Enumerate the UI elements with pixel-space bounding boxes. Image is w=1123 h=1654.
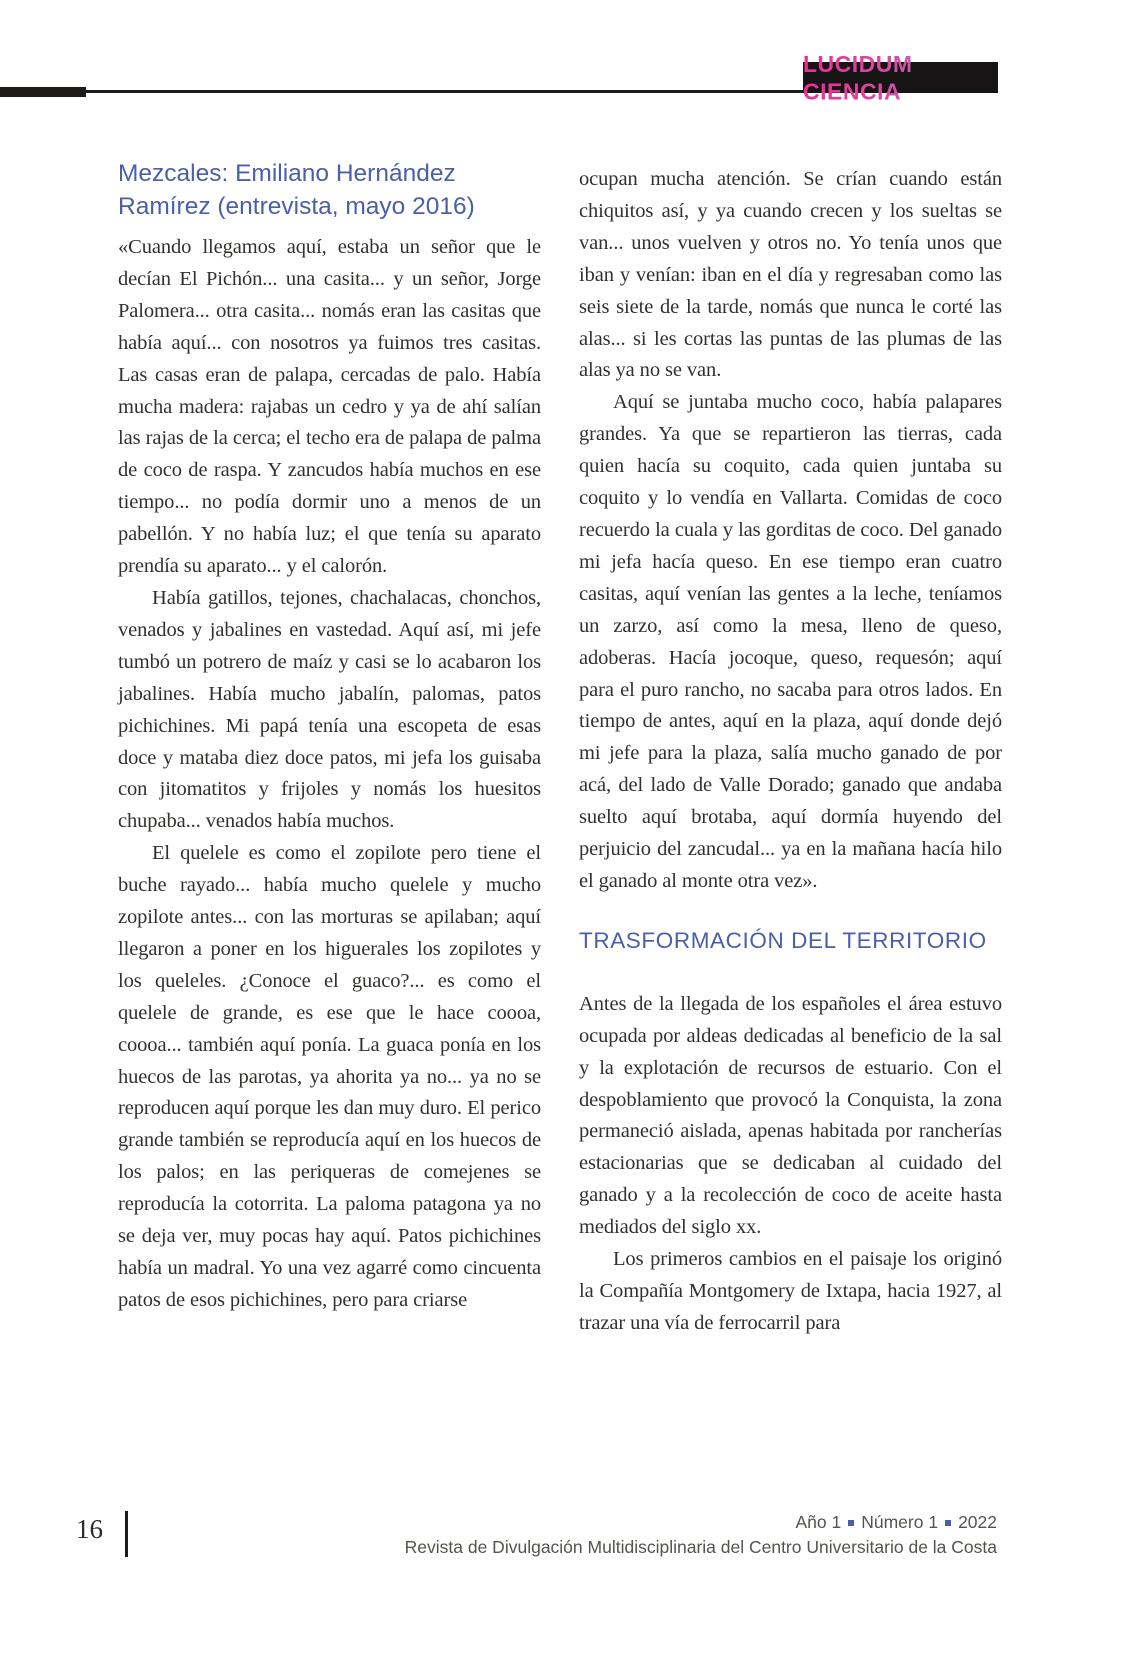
page-number-divider (125, 1511, 128, 1557)
paragraph: Antes de la llegada de los españoles el área estuvo ocupada por aldeas dedicadas al beneficio de la sal y la explotación de recursos de estuario. Con el despoblamiento que provocó la Conquista, la zona permaneció aislada, apenas habitada por rancherías estacionarias que se dedicaban al cuidado del ganado y a la recolección de coco de aceite hasta mediados del siglo xx. (579, 992, 1002, 1239)
page-number: 16 (76, 1514, 103, 1544)
brand-logo: LUCIDUM CIENCIA (803, 50, 998, 105)
section-heading: TRASFORMACIÓN DEL TERRITORIO (579, 927, 987, 953)
section-text (579, 989, 1002, 1340)
brand-badge (803, 49, 998, 105)
paragraph: Aquí se juntaba mucho coco, había palapares grandes. Ya que se repartieron las tierras, cada quien hacía su coquito, cada quien juntaba su coquito y lo vendía en Vallarta. Comidas de coco recuerdo la cuala y las gorditas de coco. Del ganado mi jefa hacía queso. En ese tiempo eran cuatro casitas, aquí venían las gentes a la leche, teníamos un zarzo, así como la mesa, lleno de queso, adoberas. Hacía jocoque, queso, requesón; aquí para el puro rancho, no sacaba para otros lados. En tiempo de antes, aquí en la plaza, aquí donde dejó mi jefe para la plaza, salía mucho ganado de por acá, del lado de Valle Dorado; ganado que andaba suelto aquí brotaba, aquí dormía huyendo del perjuicio del zancudal... ya en la mañana hacía hilo el ganado al monte otra vez». (579, 391, 1002, 892)
issue-line (405, 1510, 997, 1534)
interview-heading: Mezcales: Emiliano Hernández Ramírez (entrevista, mayo 2016) (118, 160, 475, 220)
footer-issue-info (405, 1510, 997, 1559)
right-column (579, 157, 1002, 1340)
interview-text-right (579, 164, 1002, 898)
interview-text-left (118, 232, 541, 1317)
left-column (118, 157, 541, 1340)
header-rule-thin (0, 90, 807, 93)
paragraph: Había gatillos, tejones, chachalacas, chonchos, venados y jabalines en vastedad. Aquí así, mi jefe tumbó un potrero de maíz y casi se lo acabaron los jabalines. Había mucho jabalín, palomas, patos pichichines. Mi papá tenía una escopeta de esas doce y mataba diez doce patos, mi jefa los guisaba con jitomatitos y frijoles y nomás los huesitos chupaba... venados había muchos. (118, 586, 541, 833)
issue-year: Año 1 (795, 1512, 842, 1532)
square-separator-icon (848, 1520, 854, 1526)
journal-name: Revista de Divulgación Multidisciplinaria del Centro Universitario de la Costa (404, 1537, 997, 1557)
paragraph: ocupan mucha atención. Se crían cuando están chiquitos así, y ya cuando crecen y los sueltas se van... unos vuelven y otros no. Yo tenía unos que iban y venían: iban en el día y regresaban como las seis siete de la tarde, nomás que nunca le corté las alas... si les cortas las puntas de las plumas de las alas ya no se van. (579, 168, 1002, 382)
article-body (118, 157, 1002, 1340)
square-separator-icon (945, 1520, 951, 1526)
issue-date: 2022 (958, 1512, 997, 1532)
paragraph: Los primeros cambios en el paisaje los originó la Compañía Montgomery de Ixtapa, hacia 1927, al trazar una vía de ferrocarril para (579, 1248, 1002, 1334)
issue-number: Número 1 (861, 1512, 939, 1532)
paragraph: «Cuando llegamos aquí, estaba un señor que le decían El Pichón... una casita... y un señor, Jorge Palomera... otra casita... nomás eran las casitas que había aquí... con nosotros ya fuimos tres casitas. Las casas eran de palapa, cercadas de palo. Había mucha madera: rajabas un cedro y ya de ahí salían las rajas de la cerca; el techo era de palapa de palma de coco de raspa. Y zancudos había muchos en ese tiempo... no podía dormir uno a menos de un pabellón. Y no había luz; el que tenía su aparato prendía su aparato... y el calorón. (118, 236, 541, 578)
paragraph: El quelele es como el zopilote pero tiene el buche rayado... había mucho quelele y mucho zopilote antes... con las morturas se apilaban; aquí llegaron a poner en los higuerales los zopilotes y los queleles. ¿Conoce el guaco?... es como el quelele de grande, es ese que le hace coooa, coooa... también aquí ponía. La guaca ponía en los huecos de las parotas, ya ahorita ya no... ya no se reproducen aquí porque les dan muy duro. El perico grande también se reproducía aquí en los huecos de los palos; en las periqueras de comejenes se reproducía la cotorrita. La paloma patagona ya no se deja ver, muy pocas hay aquí. Patos pichichines había un madral. Yo una vez agarré como cincuenta patos de esos pichichines, pero para criarse (118, 842, 541, 1311)
